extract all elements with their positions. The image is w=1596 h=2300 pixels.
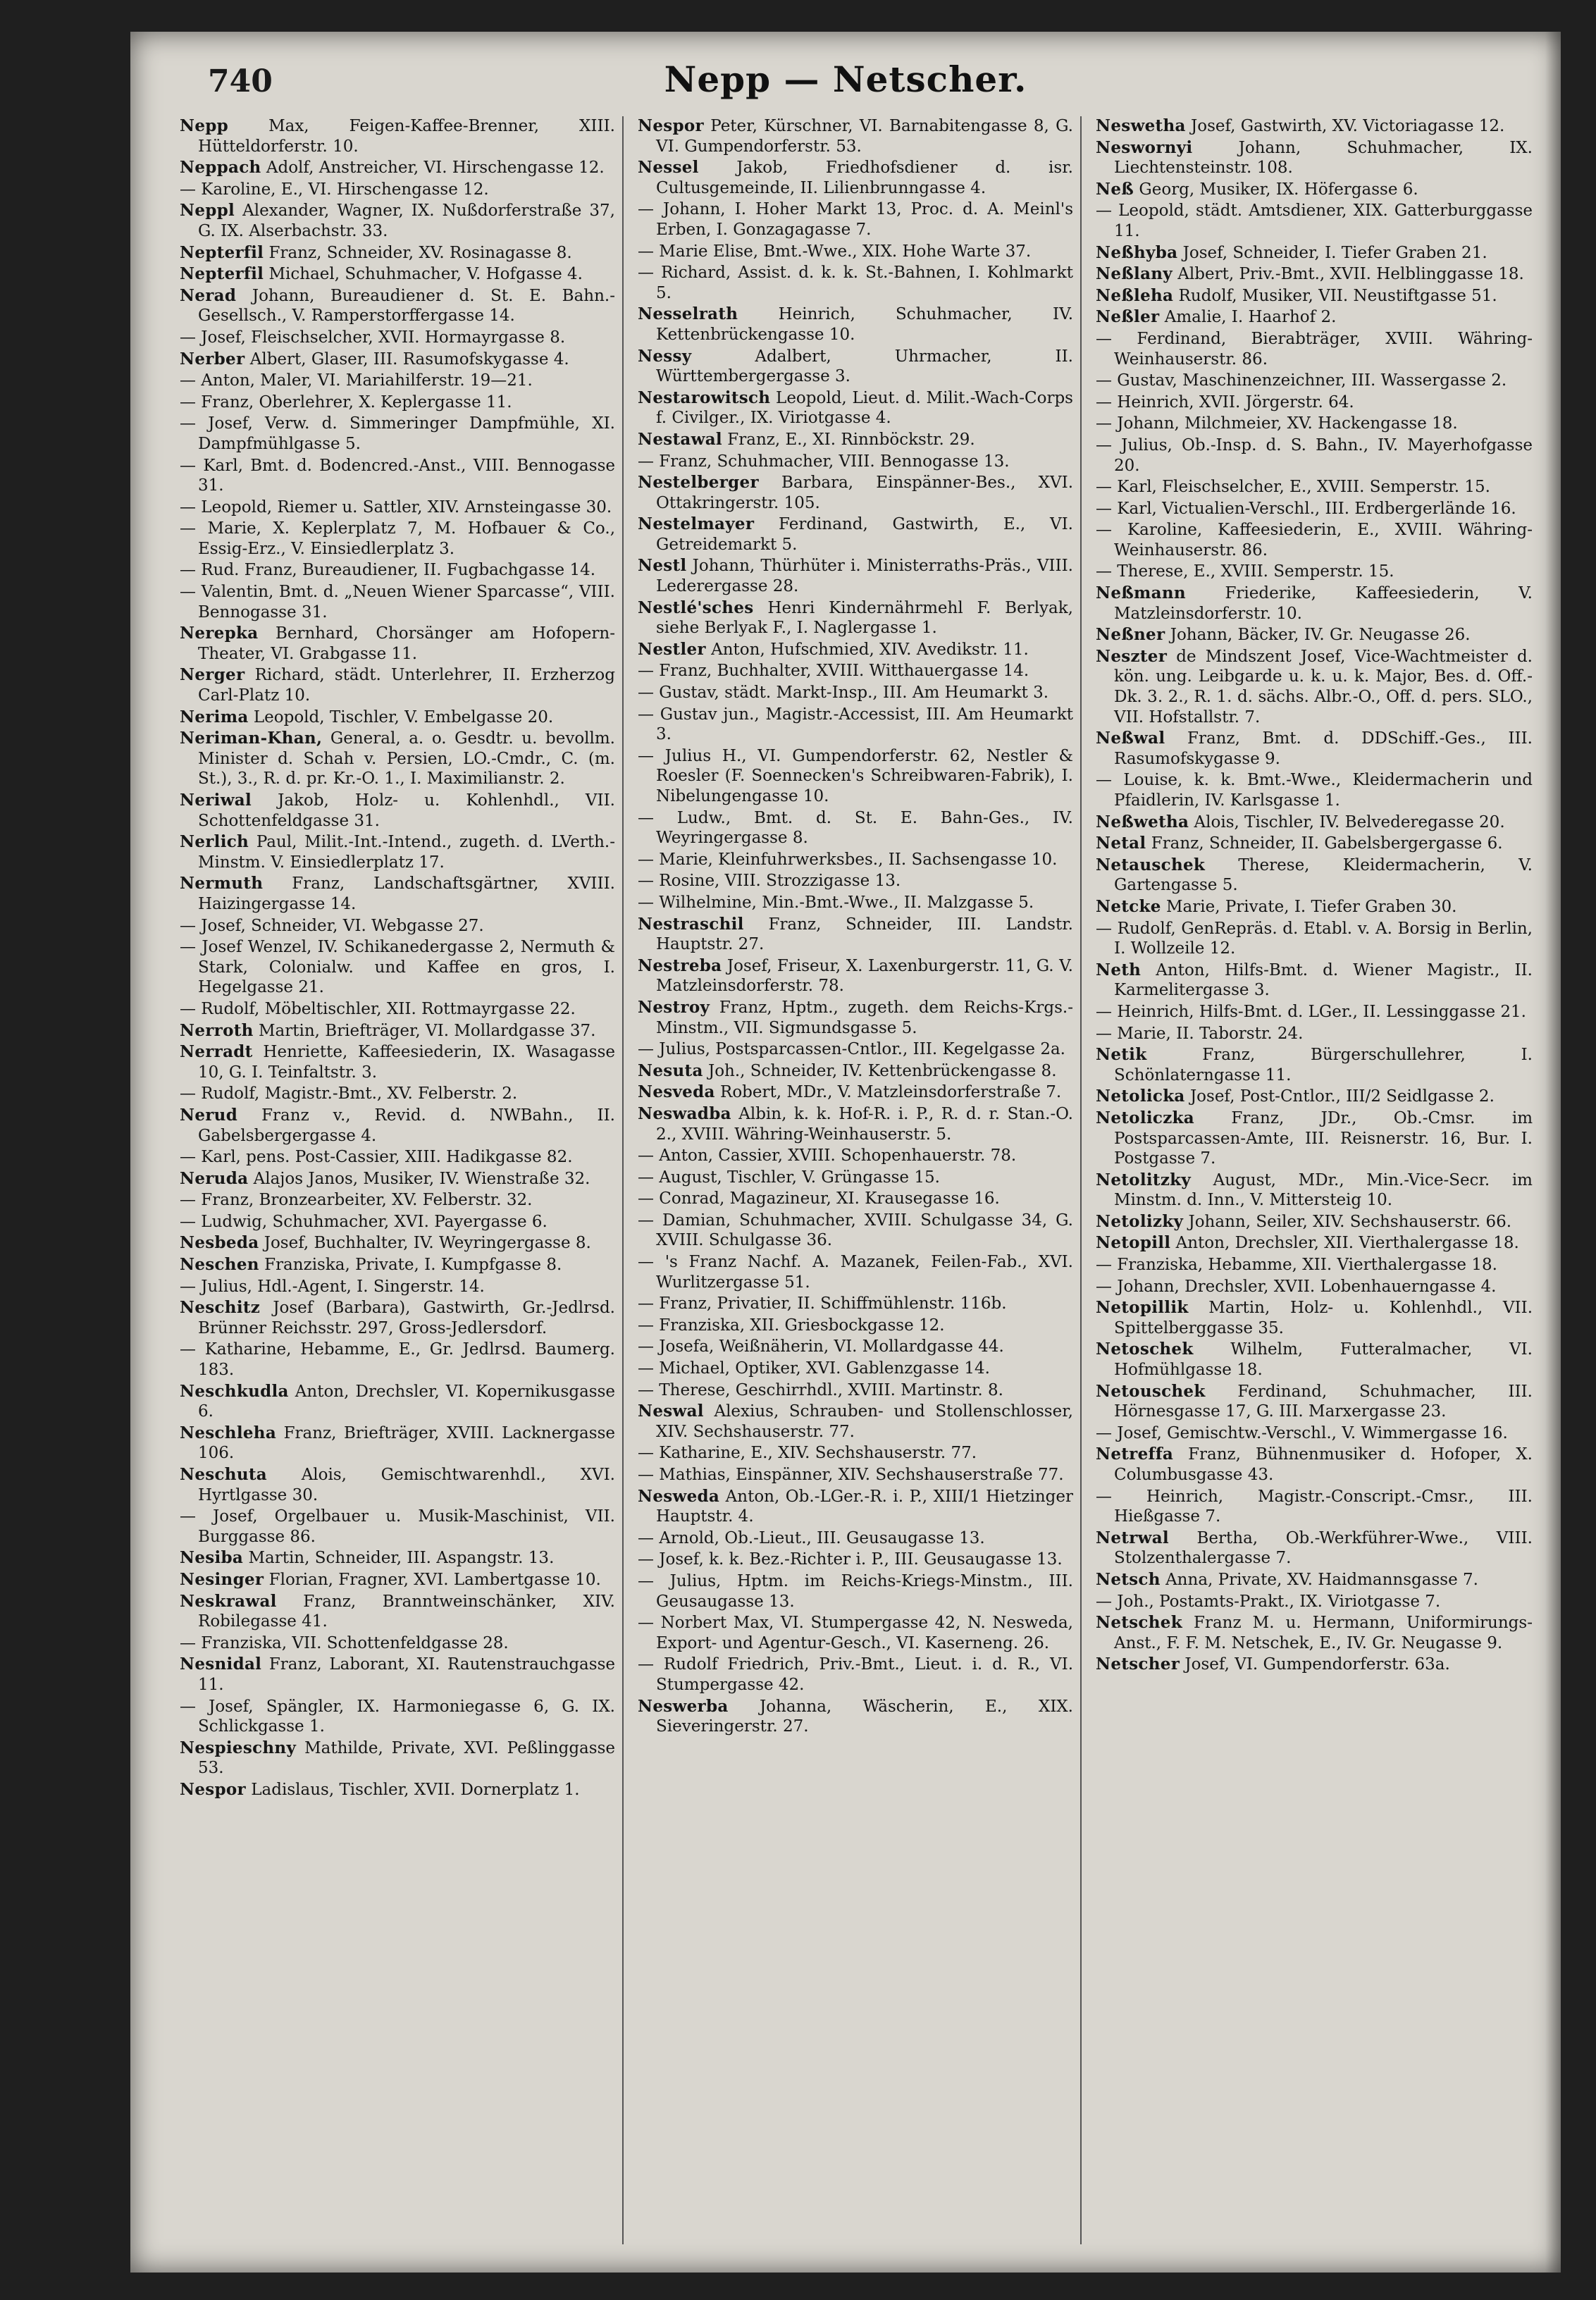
directory-entry: Nestreba Josef, Friseur, X. Laxenburgerstr. 11, G. V. Matzleinsdorferstr. 78.	[638, 956, 1073, 996]
directory-entry: Nestelberger Barbara, Einspänner-Bes., XVI. Ottakringerstr. 105.	[638, 473, 1073, 512]
directory-entry: Nerroth Martin, Briefträger, VI. Mollardgasse 37.	[180, 1020, 596, 1040]
directory-entry: Neschkudla Anton, Drechsler, VI. Kopernikusgasse 6.	[180, 1381, 615, 1421]
entry-surname: Neppl	[180, 201, 235, 221]
directory-entry: Nestawal Franz, E., XI. Rinnböckstr. 29.	[638, 429, 975, 449]
directory-entry: Neszter de Mindszent Josef, Vice-Wachtmeister d. kön. ung. Leibgarde u. k. u. k. Major, Bes. d. Off.-Dk. 3. 2., R. 1. d. sächs. Albr.-O., Off. d. pers. SLO., VII. Hofstallstr. 7.	[1096, 646, 1533, 727]
directory-entry: — Josef, Spängler, IX. Harmoniegasse 6, G. IX. Schlickgasse 1.	[180, 1697, 615, 1736]
directory-entry: Nestraschil Franz, Schneider, III. Landstr. Hauptstr. 27.	[638, 914, 1073, 954]
directory-entry: — Rudolf, GenRepräs. d. Etabl. v. A. Borsig in Berlin, I. Wollzeile 12.	[1096, 919, 1533, 958]
directory-entry: Nesweda Anton, Ob.-LGer.-R. i. P., XIII/1 Hietzinger Hauptstr. 4.	[638, 1486, 1073, 1526]
directory-entry: Netopillik Martin, Holz- u. Kohlenhdl., VII. Spittelberggasse 35.	[1096, 1298, 1533, 1337]
entry-surname: Netolicka	[1096, 1087, 1185, 1106]
directory-entry: — Karl, Bmt. d. Bodencred.-Anst., VIII. Bennogasse 31.	[180, 456, 615, 495]
entry-surname: Netopillik	[1096, 1298, 1189, 1318]
entry-surname: Nesselrath	[638, 304, 738, 324]
entry-surname: Netsch	[1096, 1569, 1161, 1589]
entry-surname: Netolizky	[1096, 1211, 1184, 1231]
directory-entry: — Marie Elise, Bmt.-Wwe., XIX. Hohe Warte 37.	[638, 242, 1032, 261]
directory-entry: — Josef, Orgelbauer u. Musik-Maschinist, VII. Burggasse 86.	[180, 1507, 615, 1546]
directory-entry: Neswadba Albin, k. k. Hof-R. i. P., R. d. r. Stan.-O. 2., XVIII. Währing-Weinhauserstr. 5.	[638, 1103, 1073, 1144]
directory-entry: — Josef, Schneider, VI. Webgasse 27.	[180, 916, 484, 935]
column-right	[1096, 116, 1540, 2244]
directory-entry: Nesinger Florian, Fragner, XVI. Lambertgasse 10.	[180, 1569, 601, 1589]
entry-surname: Nesbeda	[180, 1233, 259, 1253]
directory-entry: Nesselrath Heinrich, Schuhmacher, IV. Kettenbrückengasse 10.	[638, 304, 1073, 344]
entry-surname: Nestreba	[638, 956, 722, 975]
directory-entry: Nesiba Martin, Schneider, III. Aspangstr. 13.	[180, 1548, 555, 1568]
directory-entry: Nerger Richard, städt. Unterlehrer, II. Erzherzog Carl-Platz 10.	[180, 665, 615, 705]
entry-surname: Neschitz	[180, 1298, 261, 1318]
directory-entry: Nerber Albert, Glaser, III. Rasumofskygasse 4.	[180, 349, 569, 369]
directory-entry: — Franz, Buchhalter, XVIII. Witthauergasse 14.	[638, 662, 1029, 681]
entry-surname: Nesveda	[638, 1082, 715, 1102]
directory-entry: — Michael, Optiker, XVI. Gablenzgasse 14.	[638, 1359, 990, 1378]
directory-entry: Nerepka Bernhard, Chorsänger am Hofopern-Theater, VI. Grabgasse 11.	[180, 624, 615, 663]
directory-entry: Nerad Johann, Bureaudiener d. St. E. Bahn.-Gesellsch., V. Ramperstorffergasse 14.	[180, 285, 615, 326]
entry-surname: Neswal	[638, 1402, 704, 1421]
directory-entry: — Karl, Victualien-Verschl., III. Erdbergerlände 16.	[1096, 499, 1516, 518]
directory-entry: Netolizky Johann, Seiler, XIV. Sechshauserstr. 66.	[1096, 1211, 1512, 1231]
entry-surname: Neswerba	[638, 1696, 729, 1716]
directory-entry: Nerima Leopold, Tischler, V. Embelgasse 20.	[180, 707, 554, 727]
directory-entry: Neruda Alajos Janos, Musiker, IV. Wienstraße 32.	[180, 1168, 590, 1188]
directory-entry: Nepp Max, Feigen-Kaffee-Brenner, XIII. Hütteldorferstr. 10.	[180, 116, 615, 156]
entry-surname: Nepterfil	[180, 264, 264, 284]
directory-entry: — Therese, Geschirrhdl., XVIII. Martinstr. 8.	[638, 1380, 1003, 1399]
directory-entry: — Rosine, VIII. Strozzigasse 13.	[638, 872, 901, 891]
directory-entry: — Heinrich, Hilfs-Bmt. d. LGer., II. Lessinggasse 21.	[1096, 1002, 1526, 1021]
entry-surname: Netopill	[1096, 1233, 1171, 1253]
directory-entry: Neßhyba Josef, Schneider, I. Tiefer Graben 21.	[1096, 242, 1487, 262]
entry-surname: Nestroy	[638, 997, 710, 1017]
directory-entry: — Johann, Drechsler, XVII. Lobenhauerngasse 4.	[1096, 1277, 1497, 1296]
entry-surname: Netik	[1096, 1045, 1147, 1065]
directory-entry: — Rudolf Friedrich, Priv.-Bmt., Lieut. i. d. R., VI. Stumpergasse 42.	[638, 1655, 1073, 1694]
directory-entry: — Rudolf, Magistr.-Bmt., XV. Felberstr. 2.	[180, 1084, 518, 1103]
directory-entry: Netoschek Wilhelm, Futteralmacher, VI. Hofmühlgasse 18.	[1096, 1340, 1533, 1380]
directory-entry: Nesuta Joh., Schneider, IV. Kettenbrückengasse 8.	[638, 1061, 1057, 1080]
directory-entry: Nepterfil Michael, Schuhmacher, V. Hofgasse 4.	[180, 264, 583, 284]
directory-entry: — Franz, Schuhmacher, VIII. Bennogasse 13.	[638, 452, 1010, 471]
entry-surname: Neruda	[180, 1168, 249, 1188]
directory-entry: Neswerba Johanna, Wäscherin, E., XIX. Sieveringerstr. 27.	[638, 1696, 1073, 1736]
directory-entry: Nestarowitsch Leopold, Lieut. d. Milit.-Wach-Corps f. Civilger., IX. Viriotgasse 4.	[638, 388, 1073, 428]
directory-entry: — Norbert Max, VI. Stumpergasse 42, N. Nesweda, Export- und Agentur-Gesch., VI. Kaserneng. 26.	[638, 1614, 1073, 1652]
directory-entry: — Arnold, Ob.-Lieut., III. Geusaugasse 13.	[638, 1528, 985, 1547]
directory-entry: — Josef, Gemischtw.-Verschl., V. Wimmergasse 16.	[1096, 1423, 1508, 1442]
directory-entry: Nestl Johann, Thürhüter i. Ministerraths-Präs., VIII. Lederergasse 28.	[638, 556, 1073, 596]
directory-entry: — Therese, E., XVIII. Semperstr. 15.	[1096, 562, 1394, 581]
entry-surname: Netschek	[1096, 1613, 1182, 1633]
entry-surname: Nessy	[638, 346, 692, 366]
entry-surname: Neßwal	[1096, 729, 1165, 748]
entry-surname: Nepp	[180, 116, 229, 135]
entry-surname: Neßhyba	[1096, 242, 1178, 262]
directory-entry: — Karl, pens. Post-Cassier, XIII. Hadikgasse 82.	[180, 1148, 573, 1167]
entry-surname: Neth	[1096, 960, 1142, 979]
entry-surname: Neßleha	[1096, 285, 1174, 305]
entry-surname: Neßlany	[1096, 264, 1173, 284]
directory-entry: Netrwal Bertha, Ob.-Werkführer-Wwe., VIII. Stolzenthalergasse 7.	[1096, 1528, 1533, 1568]
directory-entry: — Gustav, Maschinenzeichner, III. Wassergasse 2.	[1096, 371, 1507, 390]
directory-entry: Neswal Alexius, Schrauben- und Stollenschlosser, XIV. Sechshauserstr. 77.	[638, 1402, 1073, 1441]
entry-surname: Nerradt	[180, 1042, 253, 1062]
directory-entry: — Karoline, Kaffeesiederin, E., XVIII. Währing-Weinhauserstr. 86.	[1096, 521, 1533, 559]
directory-entry: — Ludw., Bmt. d. St. E. Bahn-Ges., IV. Weyringergasse 8.	[638, 808, 1073, 848]
directory-entry: — Josefa, Weißnäherin, VI. Mollardgasse 44.	[638, 1337, 1004, 1356]
entry-surname: Neswetha	[1096, 116, 1186, 135]
directory-entry: — Franz, Privatier, II. Schiffmühlenstr. 116b.	[638, 1294, 1007, 1313]
entry-surname: Netauschek	[1096, 855, 1206, 874]
entry-surname: Nespieschny	[180, 1738, 297, 1757]
directory-entry: — Valentin, Bmt. d. „Neuen Wiener Sparcasse“, VIII. Bennogasse 31.	[180, 583, 615, 622]
entry-surname: Nespor	[180, 1779, 246, 1799]
entry-surname: Nessel	[638, 158, 699, 178]
directory-entry: Netik Franz, Bürgerschullehrer, I. Schönlaterngasse 11.	[1096, 1045, 1533, 1084]
directory-entry: — Katharine, Hebamme, E., Gr. Jedlrsd. Baumerg. 183.	[180, 1340, 615, 1380]
entry-surname: Nesuta	[638, 1061, 703, 1080]
directory-entry: Neth Anton, Hilfs-Bmt. d. Wiener Magistr., II. Karmelitergasse 3.	[1096, 960, 1533, 1000]
directory-entry: — Anton, Maler, VI. Mariahilferstr. 19—21.	[180, 371, 533, 390]
entry-surname: Neßner	[1096, 625, 1165, 645]
directory-entry: — Heinrich, XVII. Jörgerstr. 64.	[1096, 392, 1354, 412]
entry-surname: Nesiba	[180, 1548, 244, 1568]
directory-entry: Neschitz Josef (Barbara), Gastwirth, Gr.-Jedlrsd. Brünner Reichsstr. 297, Gross-Jedlersdorf.	[180, 1298, 615, 1337]
directory-entry: Nesveda Robert, MDr., V. Matzleinsdorferstraße 7.	[638, 1082, 1062, 1102]
directory-entry: — Julius, Hptm. im Reichs-Kriegs-Minstm., III. Geusaugasse 13.	[638, 1571, 1073, 1611]
directory-entry: Nestroy Franz, Hptm., zugeth. dem Reichs-Krgs.-Minstm., VII. Sigmundsgasse 5.	[638, 997, 1073, 1037]
directory-entry: — Leopold, städt. Amtsdiener, XIX. Gatterburggasse 11.	[1096, 202, 1533, 240]
directory-entry: Nerud Franz v., Revid. d. NWBahn., II. Gabelsbergergasse 4.	[180, 1105, 615, 1145]
entry-surname: Nerepka	[180, 624, 259, 643]
directory-entry: — Marie, X. Keplerplatz 7, M. Hofbauer & Co., Essig-Erz., V. Einsiedlerplatz 3.	[180, 519, 615, 558]
entry-surname: Nestlé'sches	[638, 598, 754, 617]
directory-entry: — Johann, Milchmeier, XV. Hackengasse 18.	[1096, 414, 1458, 433]
entry-surname: Nerima	[180, 707, 249, 727]
entry-surname: Nermuth	[180, 874, 264, 894]
directory-entry: Neßwetha Alois, Tischler, IV. Belvederegasse 20.	[1096, 812, 1505, 831]
entry-surname: Nestelmayer	[638, 514, 755, 534]
directory-entry: Neß Georg, Musiker, IX. Höfergasse 6.	[1096, 179, 1418, 199]
directory-entry: Nessy Adalbert, Uhrmacher, II. Württembergergasse 3.	[638, 346, 1073, 386]
entry-surname: Nestl	[638, 556, 687, 576]
entry-surname: Nestawal	[638, 429, 722, 449]
entry-surname: Netreffa	[1096, 1445, 1174, 1464]
entry-surname: Neswadba	[638, 1103, 731, 1123]
directory-entry: Netolitzky August, MDr., Min.-Vice-Secr. im Minstm. d. Inn., V. Mittersteig 10.	[1096, 1170, 1533, 1210]
directory-entry: Neppl Alexander, Wagner, IX. Nußdorferstraße 37, G. IX. Alserbachstr. 33.	[180, 201, 615, 240]
directory-entry: Nestlé'sches Henri Kindernährmehl F. Berlyak, siehe Berlyak F., I. Naglergasse 1.	[638, 598, 1073, 638]
entry-surname: Nerger	[180, 665, 245, 685]
entry-surname: Neßler	[1096, 307, 1160, 327]
directory-page	[130, 32, 1561, 2273]
directory-entry: — Gustav jun., Magistr.-Accessist, III. Am Heumarkt 3.	[638, 705, 1073, 744]
directory-entry: Netopill Anton, Drechsler, XII. Vierthalergasse 18.	[1096, 1233, 1519, 1253]
directory-entry: Netoliczka Franz, JDr., Ob.-Cmsr. im Postsparcassen-Amte, III. Reisnerstr. 16, Bur. I. Postgasse 7.	[1096, 1108, 1533, 1168]
entry-surname: Neß	[1096, 179, 1134, 199]
directory-entry: Nestelmayer Ferdinand, Gastwirth, E., VI. Getreidemarkt 5.	[638, 514, 1073, 554]
entry-surname: Nestler	[638, 639, 706, 659]
directory-entry: Netolicka Josef, Post-Cntlor., III/2 Seidlgasse 2.	[1096, 1087, 1495, 1106]
directory-entry: — Louise, k. k. Bmt.-Wwe., Kleidermacherin und Pfaidlerin, IV. Karlsgasse 1.	[1096, 771, 1533, 810]
entry-surname: Neßwetha	[1096, 812, 1189, 831]
directory-entry: — Franziska, Hebamme, XII. Vierthalergasse 18.	[1096, 1256, 1497, 1275]
directory-entry: — Julius H., VI. Gumpendorferstr. 62, Nestler & Roesler (F. Soennecken's Schreibwaren-Fabrik), I. Nibelungengasse 10.	[638, 746, 1073, 805]
directory-entry: Neschuta Alois, Gemischtwarenhdl., XVI. Hyrtlgasse 30.	[180, 1465, 615, 1504]
entry-surname: Neschleha	[180, 1423, 277, 1442]
directory-entry: — Katharine, E., XIV. Sechshauserstr. 77.	[638, 1444, 977, 1463]
directory-entry: — Leopold, Riemer u. Sattler, XIV. Arnsteingasse 30.	[180, 497, 612, 517]
directory-entry: Nespieschny Mathilde, Private, XVI. Peßlinggasse 53.	[180, 1738, 615, 1778]
entry-surname: Nerber	[180, 349, 245, 369]
entry-surname: Neppach	[180, 158, 261, 178]
entry-surname: Nestelberger	[638, 473, 759, 493]
directory-entry: Nepterfil Franz, Schneider, XV. Rosinagasse 8.	[180, 242, 572, 262]
entry-surname: Neskrawal	[180, 1591, 277, 1611]
entry-surname: Neschuta	[180, 1465, 267, 1484]
column-middle	[638, 116, 1082, 2244]
directory-entry: Neßleha Rudolf, Musiker, VII. Neustiftgasse 51.	[1096, 285, 1497, 305]
directory-entry: — Franziska, VII. Schottenfeldgasse 28.	[180, 1633, 509, 1652]
directory-entry: Neschleha Franz, Briefträger, XVIII. Lacknergasse 106.	[180, 1423, 615, 1463]
directory-entry: Neswetha Josef, Gastwirth, XV. Victoriagasse 12.	[1096, 116, 1505, 135]
entry-surname: Neriman-Khan,	[180, 729, 323, 748]
entry-surname: Nesinger	[180, 1569, 264, 1589]
directory-entry: — Karoline, E., VI. Hirschengasse 12.	[180, 180, 489, 199]
directory-entry: — Joh., Postamts-Prakt., IX. Viriotgasse 7.	[1096, 1592, 1441, 1611]
entry-surname: Neschkudla	[180, 1381, 289, 1401]
entry-surname: Nerad	[180, 285, 237, 305]
directory-entry: — Richard, Assist. d. k. k. St.-Bahnen, I. Kohlmarkt 5.	[638, 264, 1073, 302]
directory-entry: Nerlich Paul, Milit.-Int.-Intend., zugeth. d. LVerth.-Minstm. V. Einsiedlerplatz 17.	[180, 832, 615, 872]
entry-columns	[180, 116, 1540, 2244]
entry-surname: Netrwal	[1096, 1528, 1169, 1547]
directory-entry: Neswornyi Johann, Schuhmacher, IX. Liechtensteinstr. 108.	[1096, 137, 1533, 178]
directory-entry: Netcke Marie, Private, I. Tiefer Graben 30.	[1096, 896, 1457, 916]
directory-entry: — Heinrich, Magistr.-Conscript.-Cmsr., III. Hießgasse 7.	[1096, 1487, 1533, 1526]
directory-entry: — Josef, k. k. Bez.-Richter i. P., III. Geusaugasse 13.	[638, 1550, 1063, 1569]
directory-entry: Netschek Franz M. u. Hermann, Uniformirungs-Anst., F. F. M. Netschek, E., IV. Gr. Neugasse 9.	[1096, 1613, 1533, 1652]
directory-entry: Nerradt Henriette, Kaffeesiederin, IX. Wasagasse 10, G. I. Teinfaltstr. 3.	[180, 1042, 615, 1082]
entry-surname: Nesweda	[638, 1486, 720, 1506]
directory-entry: — Karl, Fleischselcher, E., XVIII. Semperstr. 15.	[1096, 478, 1490, 497]
page-header: Nepp — Netscher.	[664, 58, 1027, 100]
directory-entry: Neskrawal Franz, Branntweinschänker, XIV. Robilegasse 41.	[180, 1591, 615, 1631]
directory-entry: Neßler Amalie, I. Haarhof 2.	[1096, 307, 1337, 327]
directory-entry: — Ferdinand, Bierabträger, XVIII. Währing-Weinhauserstr. 86.	[1096, 329, 1533, 369]
directory-entry: — Gustav, städt. Markt-Insp., III. Am Heumarkt 3.	[638, 684, 1049, 703]
entry-surname: Nerroth	[180, 1020, 254, 1040]
entry-surname: Nestraschil	[638, 914, 744, 934]
directory-entry: Neßwal Franz, Bmt. d. DDSchiff.-Ges., III. Rasumofskygasse 9.	[1096, 729, 1533, 768]
entry-surname: Neszter	[1096, 646, 1168, 666]
entry-surname: Nerlich	[180, 832, 249, 852]
directory-entry: Nestler Anton, Hufschmied, XIV. Avedikstr. 11.	[638, 639, 1029, 659]
entry-surname: Netoliczka	[1096, 1108, 1195, 1127]
entry-surname: Nestarowitsch	[638, 388, 771, 407]
directory-entry: — Rudolf, Möbeltischler, XII. Rottmayrgasse 22.	[180, 999, 576, 1018]
directory-entry: Netreffa Franz, Bühnenmusiker d. Hofoper, X. Columbusgasse 43.	[1096, 1445, 1533, 1484]
directory-entry: — Josef, Fleischselcher, XVII. Hormayrgasse 8.	[180, 328, 566, 347]
directory-entry: — Rud. Franz, Bureaudiener, II. Fugbachgasse 14.	[180, 561, 596, 580]
directory-entry: Neriman-Khan, General, a. o. Gesdtr. u. bevollm. Minister d. Schah v. Persien, LO.-Cmdr., C. (m. St.), 3., R. d. pr. Kr.-O. 1., I. Maximilianstr. 2.	[180, 729, 615, 789]
directory-entry: — Julius, Hdl.-Agent, I. Singerstr. 14.	[180, 1277, 485, 1296]
entry-surname: Netal	[1096, 834, 1146, 853]
directory-entry: Netouschek Ferdinand, Schuhmacher, III. Hörnesgasse 17, G. III. Marxergasse 23.	[1096, 1381, 1533, 1421]
directory-entry: Neriwal Jakob, Holz- u. Kohlenhdl., VII. Schottenfeldgasse 31.	[180, 791, 615, 830]
directory-entry: — 's Franz Nachf. A. Mazanek, Feilen-Fab., XVI. Wurlitzergasse 51.	[638, 1253, 1073, 1292]
directory-entry: — August, Tischler, V. Grüngasse 15.	[638, 1168, 940, 1187]
entry-surname: Netscher	[1096, 1655, 1180, 1674]
entry-surname: Netoschek	[1096, 1340, 1194, 1359]
directory-entry: Nesbeda Josef, Buchhalter, IV. Weyringergasse 8.	[180, 1233, 591, 1253]
directory-entry: — Julius, Postsparcassen-Cntlor., III. Kegelgasse 2a.	[638, 1040, 1065, 1059]
entry-surname: Nesnidal	[180, 1655, 262, 1674]
directory-entry: — Anton, Cassier, XVIII. Schopenhauerstr. 78.	[638, 1146, 1017, 1166]
directory-entry: Netauschek Therese, Kleidermacherin, V. Gartengasse 5.	[1096, 855, 1533, 895]
entry-surname: Netcke	[1096, 896, 1161, 916]
directory-entry: Nessel Jakob, Friedhofsdiener d. isr. Cultusgemeinde, II. Lilienbrunngasse 4.	[638, 158, 1073, 197]
entry-surname: Neschen	[180, 1255, 259, 1275]
directory-entry: — Wilhelmine, Min.-Bmt.-Wwe., II. Malzgasse 5.	[638, 893, 1034, 912]
directory-entry: — Franziska, XII. Griesbockgasse 12.	[638, 1316, 945, 1335]
entry-surname: Neriwal	[180, 791, 252, 810]
entry-surname: Neswornyi	[1096, 137, 1193, 157]
directory-entry: Nermuth Franz, Landschaftsgärtner, XVIII. Haizingergasse 14.	[180, 874, 615, 913]
directory-entry: — Franz, Bronzearbeiter, XV. Felberstr. 32.	[180, 1191, 533, 1210]
directory-entry: Neßmann Friederike, Kaffeesiederin, V. Matzleinsdorferstr. 10.	[1096, 583, 1533, 623]
directory-entry: Nesnidal Franz, Laborant, XI. Rautenstrauchgasse 11.	[180, 1655, 615, 1694]
directory-entry: — Johann, I. Hoher Markt 13, Proc. d. A. Meinl's Erben, I. Gonzagagasse 7.	[638, 200, 1073, 239]
page-edge-shadow	[1545, 32, 1561, 2273]
directory-entry: — Josef Wenzel, IV. Schikanedergasse 2, Nermuth & Stark, Colonialw. und Kaffee en gros, I. Hegelgasse 21.	[180, 938, 615, 997]
entry-surname: Nespor	[638, 116, 704, 135]
directory-entry: — Julius, Ob.-Insp. d. S. Bahn., IV. Mayerhofgasse 20.	[1096, 435, 1533, 475]
page-number: 740	[208, 63, 273, 99]
entry-surname: Nerud	[180, 1105, 238, 1125]
directory-entry: Neppach Adolf, Anstreicher, VI. Hirschengasse 12.	[180, 158, 605, 178]
directory-entry: Neßner Johann, Bäcker, IV. Gr. Neugasse 26.	[1096, 625, 1471, 645]
directory-entry: — Mathias, Einspänner, XIV. Sechshauserstraße 77.	[638, 1466, 1064, 1484]
entry-surname: Nepterfil	[180, 242, 264, 262]
directory-entry: — Conrad, Magazineur, XI. Krausegasse 16.	[638, 1189, 1000, 1208]
directory-entry: — Damian, Schuhmacher, XVIII. Schulgasse 34, G. XVIII. Schulgasse 36.	[638, 1211, 1073, 1250]
entry-surname: Netouschek	[1096, 1381, 1206, 1401]
directory-entry: Neßlany Albert, Priv.-Bmt., XVII. Helblinggasse 18.	[1096, 264, 1524, 284]
entry-surname: Netolitzky	[1096, 1170, 1192, 1189]
directory-entry: — Marie, II. Taborstr. 24.	[1096, 1024, 1304, 1043]
directory-entry: Netal Franz, Schneider, II. Gabelsbergergasse 6.	[1096, 834, 1503, 853]
directory-entry: — Franz, Oberlehrer, X. Keplergasse 11.	[180, 392, 512, 412]
directory-entry: Nespor Ladislaus, Tischler, XVII. Dornerplatz 1.	[180, 1779, 580, 1799]
column-left	[180, 116, 624, 2244]
directory-entry: Netsch Anna, Private, XV. Haidmannsgasse 7.	[1096, 1569, 1478, 1589]
entry-surname: Neßmann	[1096, 583, 1186, 603]
directory-entry: — Josef, Verw. d. Simmeringer Dampfmühle, XI. Dampfmühlgasse 5.	[180, 414, 615, 453]
directory-entry: Neschen Franziska, Private, I. Kumpfgasse 8.	[180, 1255, 562, 1275]
directory-entry: — Marie, Kleinfuhrwerksbes., II. Sachsengasse 10.	[638, 850, 1058, 869]
directory-entry: — Ludwig, Schuhmacher, XVI. Payergasse 6.	[180, 1212, 548, 1231]
directory-entry: Nespor Peter, Kürschner, VI. Barnabitengasse 8, G. VI. Gumpendorferstr. 53.	[638, 116, 1073, 156]
directory-entry: Netscher Josef, VI. Gumpendorferstr. 63a.	[1096, 1655, 1450, 1674]
